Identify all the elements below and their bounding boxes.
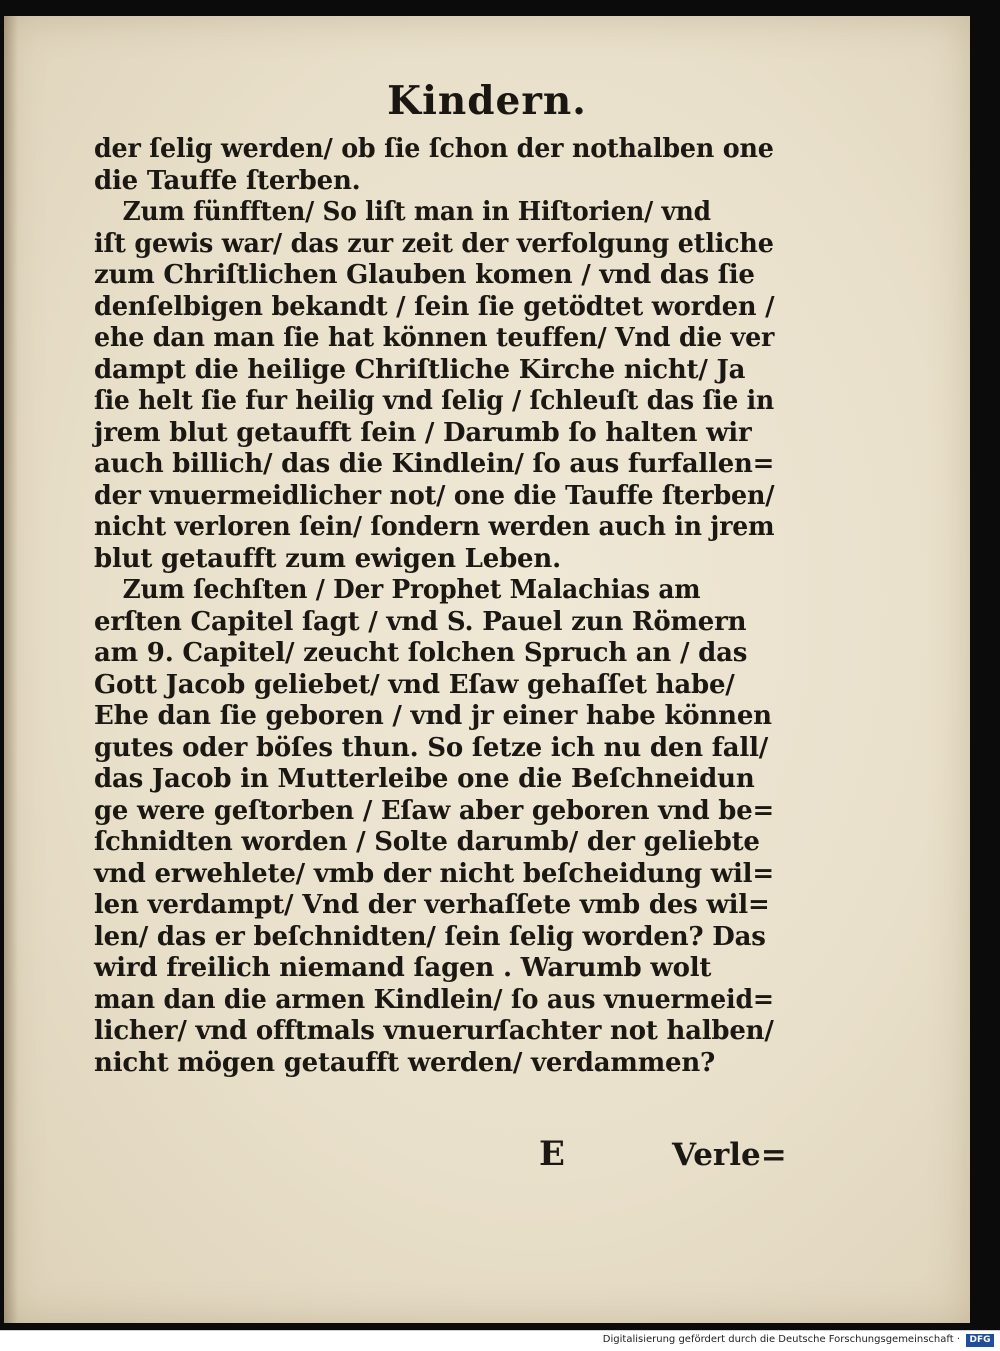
text-line: wird freilich niemand ſagen . Warumb wolt — [94, 953, 712, 983]
text-line: der vnuermeidlicher not/ one die Tauffe ſterben/ — [94, 480, 775, 511]
text-line: dampt die heilige Chriſtliche Kirche nicht/ Ja — [94, 354, 746, 385]
signature-mark: E — [539, 1134, 565, 1174]
text-line: zum Chriſtlichen Glauben komen / vnd das ſie — [94, 260, 755, 290]
text-line: am 9. Capitel/ zeucht ſolchen Spruch an / das — [94, 638, 748, 668]
text-line: denſelbigen bekandt / ſein ſie getödtet worden / — [94, 291, 775, 322]
text-line: Zum ſechſten / Der Prophet Malachias am — [122, 575, 701, 605]
text-line: der ſelig werden/ ob ſie ſchon der nothalben one — [94, 134, 774, 164]
book-page — [4, 16, 970, 1323]
text-line: Zum fünfften/ So liſt man in Hiſtorien/ vnd — [122, 197, 711, 227]
text-line: Ehe dan ſie geboren / vnd jr einer habe können — [94, 701, 772, 731]
text-line: licher/ vnd offtmals vnuerurſachter not halben/ — [94, 1016, 774, 1046]
text-line: len/ das er beſchnidten/ ſein ſelig worden? Das — [94, 921, 766, 952]
text-line: auch billich/ das die Kindlein/ ſo aus furfallen= — [94, 449, 775, 479]
text-line: len verdampt/ Vnd der verhaſſete vmb des wil= — [94, 890, 770, 920]
text-line: blut getaufft zum ewigen Leben. — [94, 543, 561, 574]
text-line: nicht mögen getaufft werden/ verdammen? — [94, 1047, 716, 1078]
footer-credit: Digitalisierung gefördert durch die Deutsche Forschungsgemeinschaft · — [602, 1334, 960, 1345]
text-line: die Tauffe ſterben. — [94, 165, 361, 196]
text-line: vnd erwehlete/ vmb der nicht beſcheidung wil= — [94, 858, 774, 889]
text-line: iſt gewis war/ das zur zeit der verfolgung etliche — [94, 228, 774, 259]
text-line: jrem blut getaufft ſein / Darumb ſo halten wir — [94, 417, 752, 448]
text-line: nicht verloren ſein/ ſondern werden auch in jrem — [94, 512, 775, 542]
dfg-logo-icon: DFG — [966, 1334, 994, 1347]
text-line: ſchnidten worden / Solte darumb/ der geliebte — [94, 827, 760, 857]
text-line: ge were geſtorben / Eſaw aber geboren vnd be= — [94, 795, 774, 826]
text-line: ſie helt ſie fur heilig vnd ſelig / ſchleuſt das ſie in — [94, 386, 774, 416]
text-line: erſten Capitel ſagt / vnd S. Pauel zun Römern — [94, 606, 747, 637]
footer-bar — [0, 1330, 1000, 1351]
text-line: man dan die armen Kindlein/ ſo aus vnuermeid= — [94, 984, 774, 1015]
catchword: Verle= — [672, 1137, 787, 1173]
catchword-row — [4, 1134, 970, 1178]
text-block — [94, 134, 774, 1079]
running-head: Kindern. — [387, 78, 587, 124]
text-line: das Jacob in Mutterleibe one die Beſchneidun — [94, 764, 755, 794]
text-line: ehe dan man ſie hat können teuffen/ Vnd die ver — [94, 323, 775, 353]
text-line: gutes oder böſes thun. So ſetze ich nu den fall/ — [94, 732, 769, 763]
text-line: Gott Jacob geliebet/ vnd Eſaw gehaſſet habe/ — [94, 669, 735, 700]
